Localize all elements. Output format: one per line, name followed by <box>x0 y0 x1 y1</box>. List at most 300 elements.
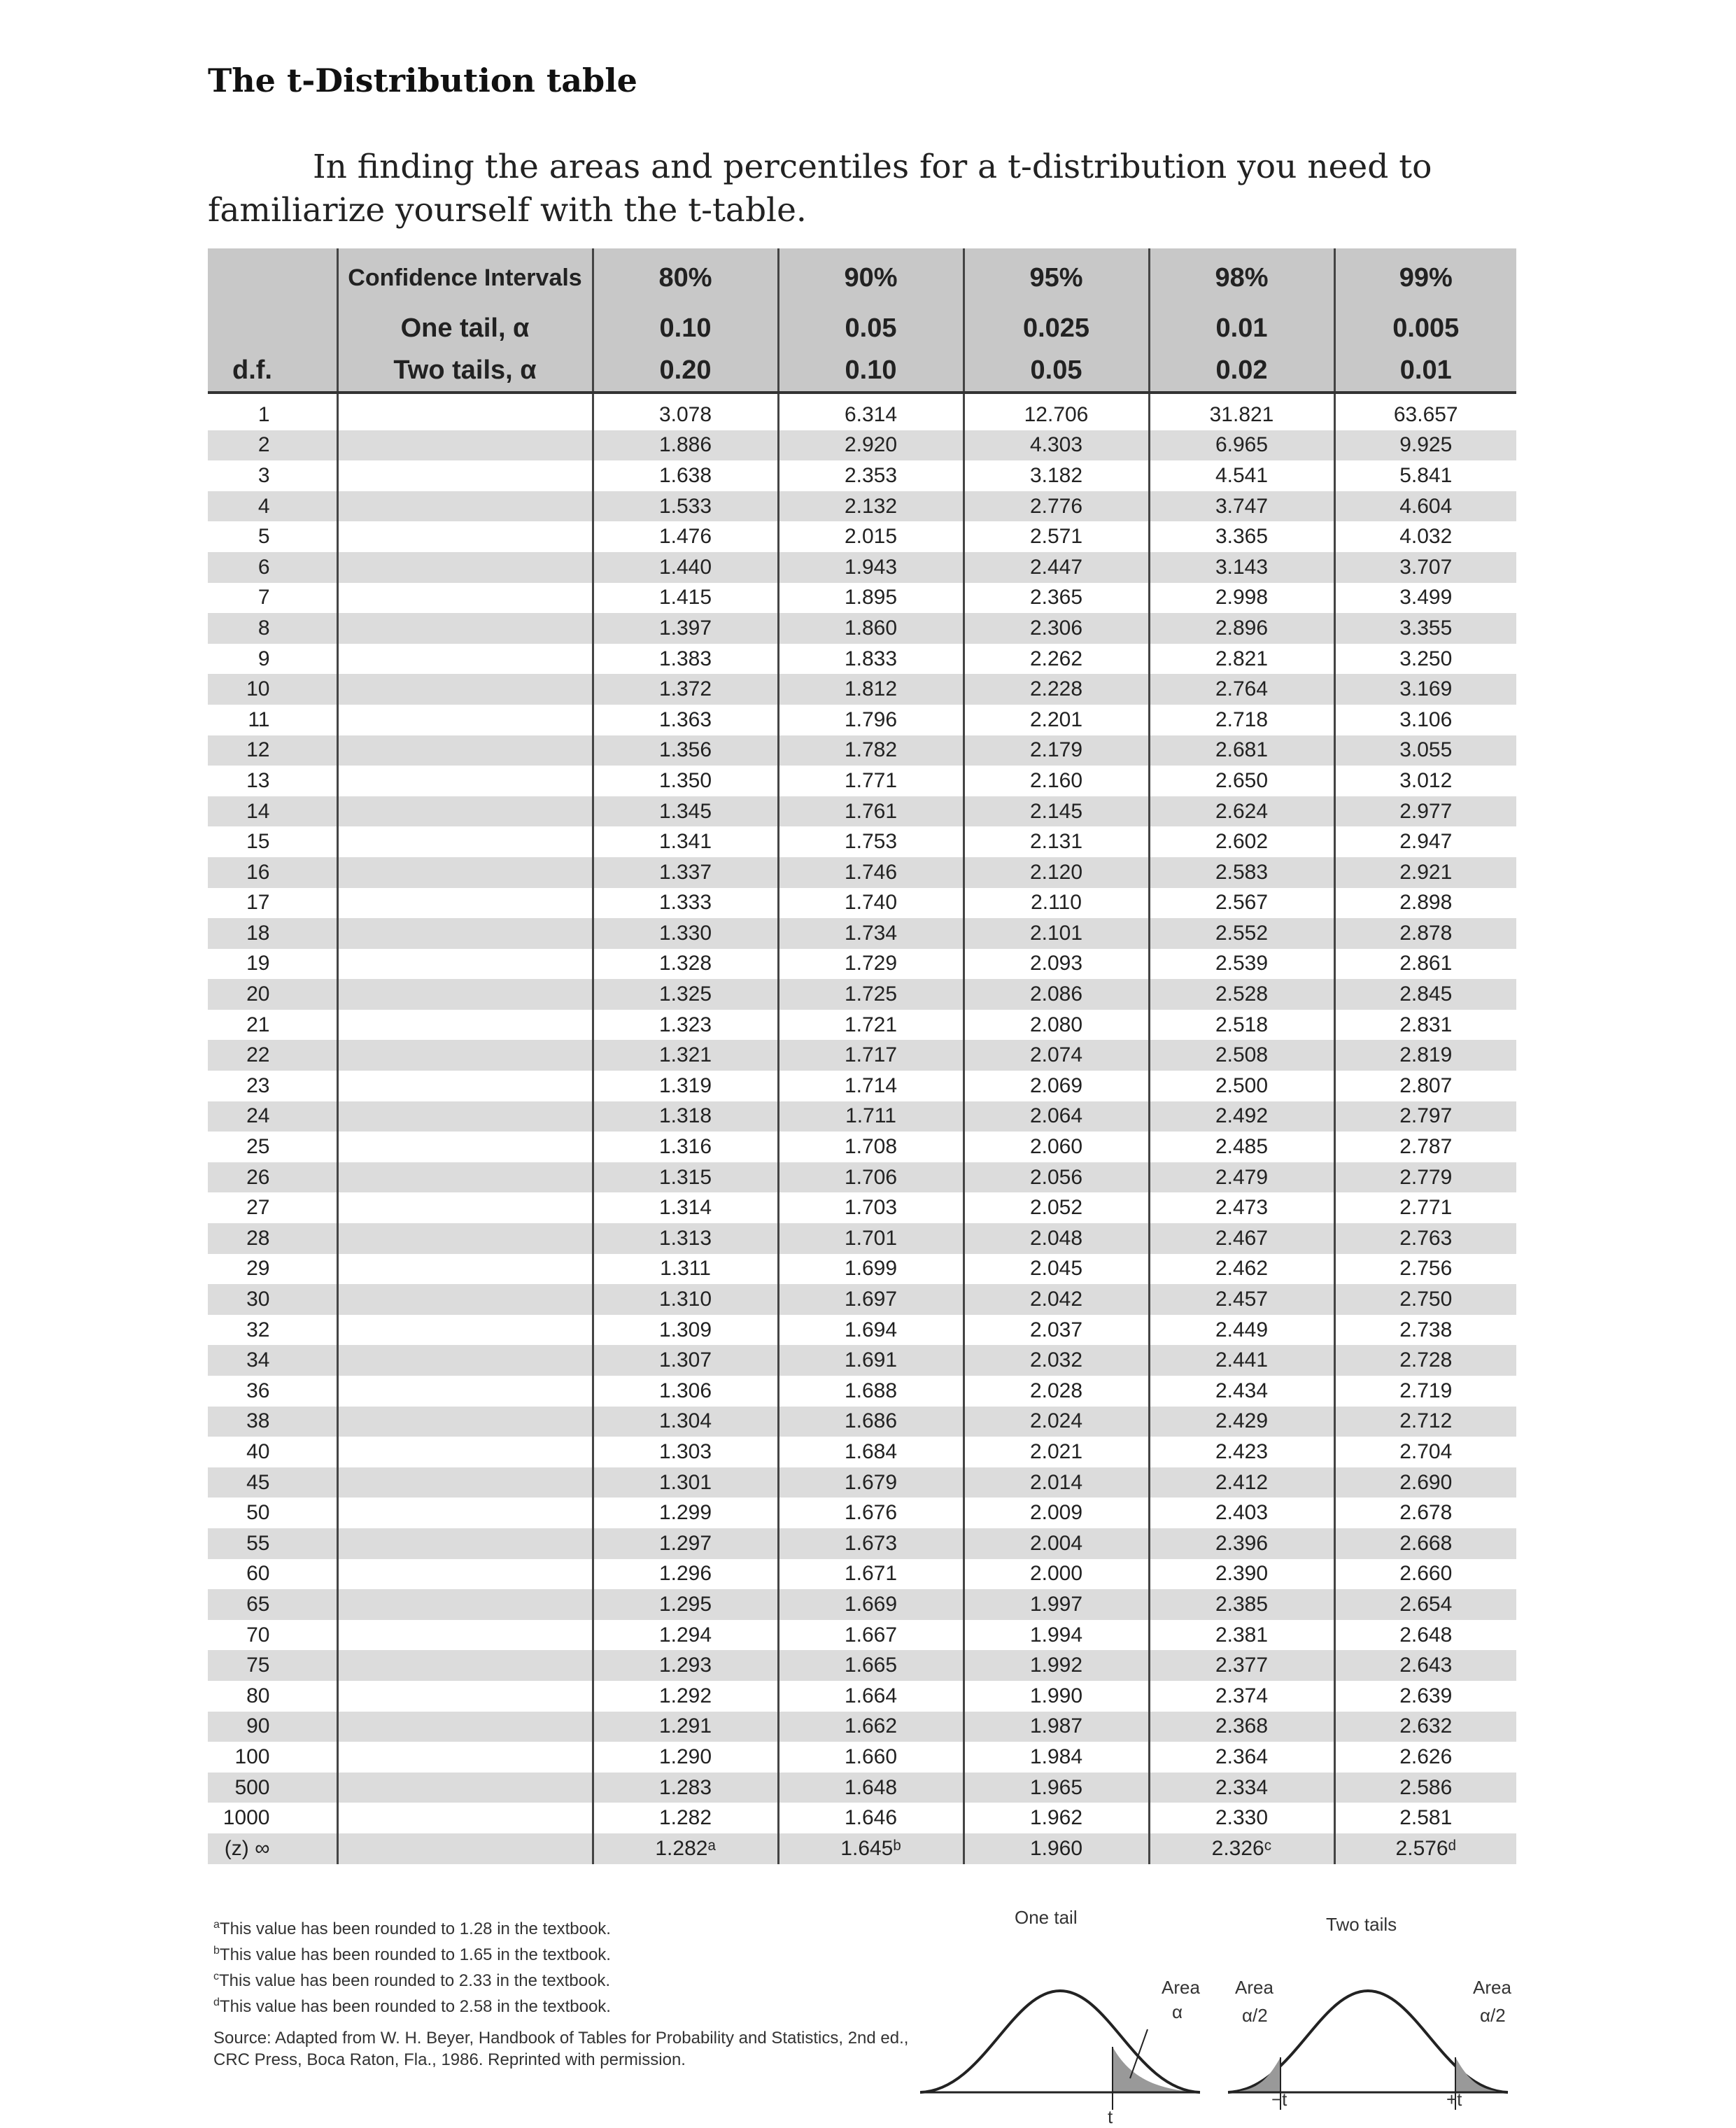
df-cell: 26 <box>208 1162 337 1193</box>
one-tail-alpha: 0.01 <box>1149 307 1334 349</box>
critical-value-cell: 2.326ᶜ <box>1149 1833 1334 1864</box>
blank-cell <box>337 1315 593 1346</box>
table-row <box>208 857 1516 888</box>
table-row <box>208 1284 1516 1315</box>
critical-value-cell: 2.998 <box>1149 583 1334 614</box>
critical-value-cell: 1.699 <box>778 1254 964 1285</box>
critical-value-cell: 2.807 <box>1334 1071 1516 1101</box>
critical-value-cell: 2.330 <box>1149 1803 1334 1833</box>
critical-value-cell: 3.055 <box>1334 735 1516 766</box>
blank-cell <box>337 1010 593 1041</box>
two-tail-alpha: 0.10 <box>778 349 964 393</box>
two-tails-left-axis-label: −t <box>1271 2089 1287 2110</box>
df-cell: 3 <box>257 463 270 487</box>
critical-value-cell: 1.679 <box>778 1467 964 1498</box>
df-cell: 5 <box>257 525 270 549</box>
df-cell: 45 <box>208 1467 337 1498</box>
critical-value-cell: 1.714 <box>778 1071 964 1101</box>
blank-cell <box>337 1681 593 1712</box>
critical-value-cell: 3.012 <box>1334 766 1516 796</box>
critical-value-cell: 1.372 <box>593 674 778 705</box>
blank-cell <box>337 1498 593 1528</box>
table-row <box>208 583 1516 614</box>
critical-value-cell: 2.365 <box>964 583 1149 614</box>
critical-value-cell: 2.552 <box>1149 918 1334 949</box>
critical-value-cell: 1.648 <box>778 1773 964 1803</box>
table-row <box>208 918 1516 949</box>
critical-value-cell: 2.821 <box>1149 644 1334 675</box>
critical-value-cell: 3.365 <box>1149 521 1334 552</box>
table-row <box>208 1437 1516 1467</box>
df-cell: 19 <box>246 952 270 975</box>
critical-value-cell: 2.660 <box>1334 1559 1516 1590</box>
table-row <box>208 1589 1516 1620</box>
critical-value-cell: 2.423 <box>1149 1437 1334 1467</box>
critical-value-cell: 5.841 <box>1334 460 1516 491</box>
critical-value-cell: 1.638 <box>593 460 778 491</box>
table-row <box>208 1040 1516 1071</box>
critical-value-cell: 1.740 <box>778 888 964 919</box>
table-row <box>208 1467 1516 1498</box>
table-row <box>208 826 1516 857</box>
t-distribution-table <box>208 248 1516 1864</box>
critical-value-cell: 1.296 <box>593 1559 778 1590</box>
one-tail-alpha: 0.10 <box>593 307 778 349</box>
critical-value-cell: 1.771 <box>778 766 964 796</box>
table-row <box>208 1162 1516 1193</box>
critical-value-cell: 3.355 <box>1334 613 1516 644</box>
critical-value-cell: 1.341 <box>593 826 778 857</box>
table-row <box>208 1528 1516 1559</box>
critical-value-cell: 1.706 <box>778 1162 964 1193</box>
table-row <box>208 735 1516 766</box>
critical-value-cell: 2.074 <box>964 1040 1149 1071</box>
blank-cell <box>337 766 593 796</box>
critical-value-cell: 9.925 <box>1334 430 1516 461</box>
critical-value-cell: 1.717 <box>778 1040 964 1071</box>
critical-value-cell: 2.756 <box>1334 1254 1516 1285</box>
df-cell: 38 <box>208 1407 337 1437</box>
one-tail-area-label: Area <box>1162 1977 1200 1998</box>
critical-value-cell: 1.669 <box>778 1589 964 1620</box>
critical-value-cell: 4.032 <box>1334 521 1516 552</box>
two-tails-figure <box>1214 1907 1522 2110</box>
critical-value-cell: 1.646 <box>778 1803 964 1833</box>
df-cell: 6 <box>208 552 337 583</box>
critical-value-cell: 3.747 <box>1149 491 1334 522</box>
critical-value-cell: 2.650 <box>1149 766 1334 796</box>
critical-value-cell: 2.479 <box>1149 1162 1334 1193</box>
two-tails-title: Two tails <box>1326 1914 1397 1935</box>
critical-value-cell: 2.396 <box>1149 1528 1334 1559</box>
table-row <box>208 1407 1516 1437</box>
blank-cell <box>337 1773 593 1803</box>
critical-value-cell: 2.845 <box>1334 979 1516 1010</box>
table-row <box>208 1315 1516 1346</box>
critical-value-cell: 2.750 <box>1334 1284 1516 1315</box>
critical-value-cell: 2.064 <box>964 1101 1149 1132</box>
critical-value-cell: 1.356 <box>593 735 778 766</box>
two-tails-left-area-label: Area <box>1235 1977 1273 1998</box>
df-cell: 90 <box>208 1712 337 1742</box>
table-row <box>208 1132 1516 1162</box>
table-row <box>208 1498 1516 1528</box>
critical-value-cell: 1.293 <box>593 1650 778 1681</box>
critical-value-cell: 1.994 <box>964 1620 1149 1651</box>
critical-value-cell: 1.476 <box>593 521 778 552</box>
critical-value-cell: 2.681 <box>1149 735 1334 766</box>
critical-value-cell: 2.678 <box>1334 1498 1516 1528</box>
critical-value-cell: 1.833 <box>778 644 964 675</box>
critical-value-cell: 1.960 <box>964 1833 1149 1864</box>
df-cell: 12 <box>208 735 337 766</box>
critical-value-cell: 2.624 <box>1149 796 1334 827</box>
critical-value-cell: 2.385 <box>1149 1589 1334 1620</box>
critical-value-cell: 2.377 <box>1149 1650 1334 1681</box>
blank-cell <box>337 979 593 1010</box>
critical-value-cell: 12.706 <box>964 393 1149 430</box>
critical-value-cell: 2.132 <box>778 491 964 522</box>
critical-value-cell: 1.965 <box>964 1773 1149 1803</box>
critical-value-cell: 2.093 <box>964 949 1149 980</box>
critical-value-cell: 1.943 <box>778 552 964 583</box>
two-tail-alpha: 0.20 <box>593 349 778 393</box>
df-cell: 70 <box>246 1623 270 1647</box>
critical-value-cell: 2.500 <box>1149 1071 1334 1101</box>
critical-value-cell: 2.738 <box>1334 1315 1516 1346</box>
critical-value-cell: 2.602 <box>1149 826 1334 857</box>
critical-value-cell: 1.303 <box>593 1437 778 1467</box>
blank-cell <box>337 705 593 735</box>
critical-value-cell: 1.309 <box>593 1315 778 1346</box>
blank-cell <box>337 583 593 614</box>
critical-value-cell: 2.403 <box>1149 1498 1334 1528</box>
critical-value-cell: 2.390 <box>1149 1559 1334 1590</box>
blank-cell <box>337 521 593 552</box>
critical-value-cell: 2.364 <box>1149 1742 1334 1773</box>
df-cell: 17 <box>246 891 270 915</box>
one-tail-axis-label: t <box>1108 2106 1113 2127</box>
critical-value-cell: 2.048 <box>964 1223 1149 1254</box>
df-cell: 21 <box>246 1013 270 1036</box>
critical-value-cell: 1.691 <box>778 1345 964 1376</box>
critical-value-cell: 2.728 <box>1334 1345 1516 1376</box>
blank-cell <box>337 1345 593 1376</box>
table-row <box>208 1223 1516 1254</box>
blank-cell <box>337 1620 593 1651</box>
blank-cell <box>337 552 593 583</box>
critical-value-cell: 1.697 <box>778 1284 964 1315</box>
critical-value-cell: 2.528 <box>1149 979 1334 1010</box>
critical-value-cell: 31.821 <box>1149 393 1334 430</box>
critical-value-cell: 1.729 <box>778 949 964 980</box>
critical-value-cell: 1.301 <box>593 1467 778 1498</box>
critical-value-cell: 1.282ᵃ <box>593 1833 778 1864</box>
table-row <box>208 796 1516 827</box>
critical-value-cell: 2.306 <box>964 613 1149 644</box>
footnote: $^d$This value has been rounded to 2.58 in the textbook. <box>213 1996 611 2016</box>
intro-paragraph: In finding the areas and percentiles for a t-distribution you need to familiarize yourself with the t-table. <box>208 148 1432 230</box>
one-tail-alpha: 0.05 <box>778 307 964 349</box>
blank-cell <box>337 1589 593 1620</box>
critical-value-cell: 1.664 <box>778 1681 964 1712</box>
blank-cell <box>337 1833 593 1864</box>
critical-value-cell: 1.990 <box>964 1681 1149 1712</box>
critical-value-cell: 2.160 <box>964 766 1149 796</box>
blank-cell <box>337 1284 593 1315</box>
critical-value-cell: 2.228 <box>964 674 1149 705</box>
blank-cell <box>337 491 593 522</box>
blank-cell <box>337 1071 593 1101</box>
critical-value-cell: 1.328 <box>593 949 778 980</box>
critical-value-cell: 63.657 <box>1334 393 1516 430</box>
critical-value-cell: 2.441 <box>1149 1345 1334 1376</box>
critical-value-cell: 4.303 <box>964 430 1149 461</box>
table-row <box>208 393 1516 430</box>
table-row <box>208 613 1516 644</box>
df-cell: 32 <box>246 1318 270 1341</box>
critical-value-cell: 2.429 <box>1149 1407 1334 1437</box>
critical-value-cell: 1.345 <box>593 796 778 827</box>
blank-cell <box>337 1437 593 1467</box>
df-cell: 14 <box>208 796 337 827</box>
df-cell: 60 <box>246 1562 270 1586</box>
critical-value-cell: 2.131 <box>964 826 1149 857</box>
blank-cell <box>337 430 593 461</box>
table-row <box>208 1010 1516 1041</box>
critical-value-cell: 1.363 <box>593 705 778 735</box>
table-row <box>208 521 1516 552</box>
df-cell: 1000 <box>223 1806 270 1830</box>
critical-value-cell: 2.021 <box>964 1437 1149 1467</box>
critical-value-cell: 4.541 <box>1149 460 1334 491</box>
two-tails-right-area-label: Area <box>1473 1977 1511 1998</box>
df-cell: 9 <box>257 647 270 670</box>
critical-value-cell: 1.333 <box>593 888 778 919</box>
critical-value-cell: 2.921 <box>1334 857 1516 888</box>
blank-cell <box>337 460 593 491</box>
critical-value-cell: 6.314 <box>778 393 964 430</box>
critical-value-cell: 1.711 <box>778 1101 964 1132</box>
critical-value-cell: 2.977 <box>1334 796 1516 827</box>
critical-value-cell: 1.992 <box>964 1650 1149 1681</box>
critical-value-cell: 1.708 <box>778 1132 964 1162</box>
critical-value-cell: 2.101 <box>964 918 1149 949</box>
two-tails-label: Two tails, α <box>337 349 593 393</box>
critical-value-cell: 1.282 <box>593 1803 778 1833</box>
critical-value-cell: 1.671 <box>778 1559 964 1590</box>
two-tails-row <box>208 349 1516 393</box>
df-cell: 7 <box>257 586 270 609</box>
df-cell: 11 <box>248 707 270 731</box>
critical-value-cell: 2.374 <box>1149 1681 1334 1712</box>
blank-cell <box>337 1132 593 1162</box>
critical-value-cell: 2.831 <box>1334 1010 1516 1041</box>
critical-value-cell: 2.201 <box>964 705 1149 735</box>
df-cell: 100 <box>234 1745 270 1768</box>
critical-value-cell: 2.704 <box>1334 1437 1516 1467</box>
critical-value-cell: 2.626 <box>1334 1742 1516 1773</box>
critical-value-cell: 2.052 <box>964 1192 1149 1223</box>
confidence-level: 95% <box>964 248 1149 307</box>
critical-value-cell: 1.310 <box>593 1284 778 1315</box>
table-row <box>208 1071 1516 1101</box>
blank-cell <box>337 735 593 766</box>
critical-value-cell: 2.037 <box>964 1315 1149 1346</box>
critical-value-cell: 1.383 <box>593 644 778 675</box>
df-cell: 27 <box>246 1196 270 1220</box>
critical-value-cell: 2.779 <box>1334 1162 1516 1193</box>
two-tails-left-alpha-symbol: α/2 <box>1242 2005 1268 2026</box>
table-row <box>208 1650 1516 1681</box>
critical-value-cell: 2.668 <box>1334 1528 1516 1559</box>
df-cell: 13 <box>246 768 270 792</box>
critical-value-cell: 1.397 <box>593 613 778 644</box>
critical-value-cell: 2.764 <box>1149 674 1334 705</box>
critical-value-cell: 2.797 <box>1334 1101 1516 1132</box>
blank-cell <box>337 1192 593 1223</box>
critical-value-cell: 1.321 <box>593 1040 778 1071</box>
critical-value-cell: 2.485 <box>1149 1132 1334 1162</box>
critical-value-cell: 2.718 <box>1149 705 1334 735</box>
critical-value-cell: 2.583 <box>1149 857 1334 888</box>
critical-value-cell: 3.499 <box>1334 583 1516 614</box>
table-row <box>208 1620 1516 1651</box>
blank-cell <box>337 1559 593 1590</box>
blank-cell <box>337 674 593 705</box>
critical-value-cell: 1.753 <box>778 826 964 857</box>
critical-value-cell: 1.306 <box>593 1376 778 1407</box>
df-cell: 15 <box>246 830 270 854</box>
critical-value-cell: 3.169 <box>1334 674 1516 705</box>
critical-value-cell: 2.920 <box>778 430 964 461</box>
table-row <box>208 491 1516 522</box>
critical-value-cell: 1.290 <box>593 1742 778 1773</box>
critical-value-cell: 2.787 <box>1334 1132 1516 1162</box>
critical-value-cell: 2.120 <box>964 857 1149 888</box>
table-row <box>208 674 1516 705</box>
critical-value-cell: 6.965 <box>1149 430 1334 461</box>
critical-value-cell: 2.508 <box>1149 1040 1334 1071</box>
critical-value-cell: 2.776 <box>964 491 1149 522</box>
df-cell: 2 <box>208 430 337 461</box>
blank-cell <box>337 1101 593 1132</box>
df-cell: 80 <box>246 1684 270 1707</box>
critical-value-cell: 2.060 <box>964 1132 1149 1162</box>
critical-value-cell: 1.292 <box>593 1681 778 1712</box>
critical-value-cell: 2.457 <box>1149 1284 1334 1315</box>
df-cell: 1 <box>257 402 270 426</box>
blank-cell <box>337 1528 593 1559</box>
critical-value-cell: 2.632 <box>1334 1712 1516 1742</box>
critical-value-cell: 2.000 <box>964 1559 1149 1590</box>
critical-value-cell: 1.337 <box>593 857 778 888</box>
one-tail-label: One tail, α <box>337 307 593 349</box>
critical-value-cell: 2.586 <box>1334 1773 1516 1803</box>
table-row <box>208 552 1516 583</box>
critical-value-cell: 1.314 <box>593 1192 778 1223</box>
df-cell: 16 <box>208 857 337 888</box>
df-cell: 8 <box>208 613 337 644</box>
table-row <box>208 705 1516 735</box>
critical-value-cell: 2.581 <box>1334 1803 1516 1833</box>
critical-value-cell: 2.009 <box>964 1498 1149 1528</box>
critical-value-cell: 1.660 <box>778 1742 964 1773</box>
critical-value-cell: 1.297 <box>593 1528 778 1559</box>
critical-value-cell: 2.861 <box>1334 949 1516 980</box>
table-row <box>208 949 1516 980</box>
source-note: Source: Adapted from W. H. Beyer, Handbook of Tables for Probability and Statistics, 2nd ed., CRC Press, Boca Raton, Fla., 1986. Reprinted with permission. <box>213 2029 909 2069</box>
blank-cell <box>337 918 593 949</box>
critical-value-cell: 1.645ᵇ <box>778 1833 964 1864</box>
df-cell: 4 <box>208 491 337 522</box>
df-cell: (z) ∞ <box>208 1833 337 1864</box>
blank-cell <box>337 1254 593 1285</box>
critical-value-cell: 1.860 <box>778 613 964 644</box>
df-cell: 29 <box>246 1257 270 1281</box>
critical-value-cell: 2.643 <box>1334 1650 1516 1681</box>
df-cell: 50 <box>246 1501 270 1525</box>
critical-value-cell: 1.886 <box>593 430 778 461</box>
table-row <box>208 888 1516 919</box>
critical-value-cell: 2.712 <box>1334 1407 1516 1437</box>
critical-value-cell: 2.434 <box>1149 1376 1334 1407</box>
critical-value-cell: 2.449 <box>1149 1315 1334 1346</box>
blank-cell <box>337 888 593 919</box>
table-row <box>208 1712 1516 1742</box>
critical-value-cell: 2.381 <box>1149 1620 1334 1651</box>
critical-value-cell: 1.721 <box>778 1010 964 1041</box>
critical-value-cell: 1.325 <box>593 979 778 1010</box>
blank-cell <box>337 644 593 675</box>
one-tail-alpha: 0.005 <box>1334 307 1516 349</box>
two-tails-right-axis-label: +t <box>1446 2089 1462 2110</box>
critical-value-cell: 1.782 <box>778 735 964 766</box>
df-cell: 20 <box>208 979 337 1010</box>
confidence-label: Confidence Intervals <box>337 248 593 307</box>
table-row <box>208 1101 1516 1132</box>
critical-value-cell: 1.295 <box>593 1589 778 1620</box>
table-row <box>208 460 1516 491</box>
critical-value-cell: 2.473 <box>1149 1192 1334 1223</box>
page-heading: The t-Distribution table <box>208 62 637 99</box>
table-row <box>208 430 1516 461</box>
critical-value-cell: 2.447 <box>964 552 1149 583</box>
blank-cell <box>337 826 593 857</box>
blank-cell <box>337 1376 593 1407</box>
critical-value-cell: 2.462 <box>1149 1254 1334 1285</box>
blank-cell <box>337 393 593 430</box>
critical-value-cell: 1.323 <box>593 1010 778 1041</box>
critical-value-cell: 2.032 <box>964 1345 1149 1376</box>
critical-value-cell: 2.069 <box>964 1071 1149 1101</box>
critical-value-cell: 1.311 <box>593 1254 778 1285</box>
critical-value-cell: 1.746 <box>778 857 964 888</box>
critical-value-cell: 1.415 <box>593 583 778 614</box>
critical-value-cell: 2.719 <box>1334 1376 1516 1407</box>
blank-cell <box>337 1712 593 1742</box>
blank-cell <box>337 949 593 980</box>
df-cell: 55 <box>208 1528 337 1559</box>
table-row <box>208 1192 1516 1223</box>
one-tail-figure <box>920 1907 1214 2127</box>
critical-value-cell: 1.662 <box>778 1712 964 1742</box>
df-cell: 75 <box>208 1650 337 1681</box>
df-cell: 65 <box>208 1589 337 1620</box>
critical-value-cell: 1.283 <box>593 1773 778 1803</box>
critical-value-cell: 1.796 <box>778 705 964 735</box>
critical-value-cell: 3.078 <box>593 393 778 430</box>
